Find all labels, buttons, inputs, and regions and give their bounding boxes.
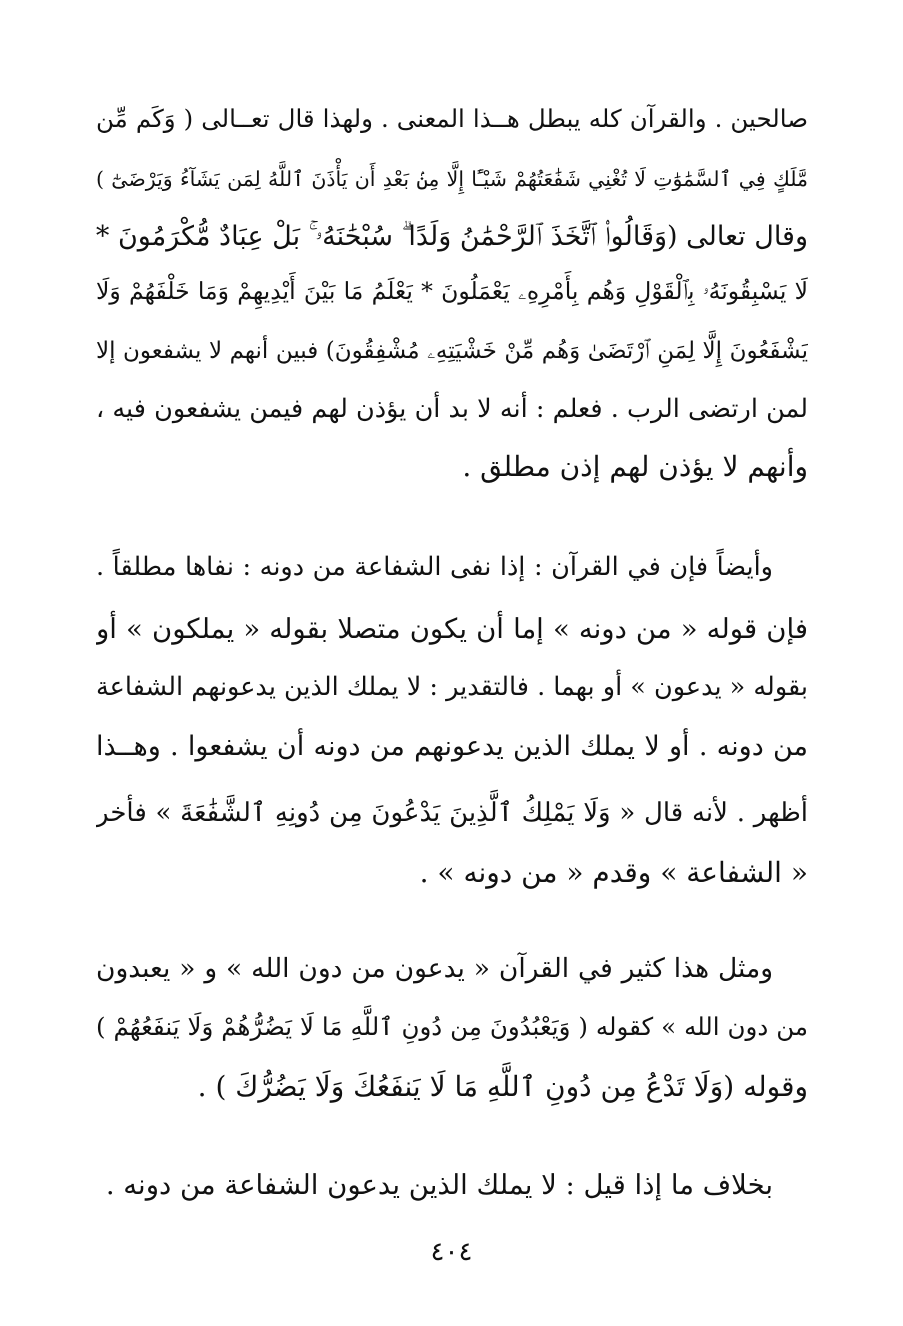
text-line-17: بخلاف ما إذا قيل : لا يملك الذين يدعون الشفاعة من دونه . [105, 1169, 773, 1201]
text-line-11: من دونه . أو لا يملك الذين يدعونهم من دونه أن يشفعوا . وهــذا [96, 731, 808, 762]
page-number: ٤٠٤ [430, 1237, 473, 1267]
text-line-1: صالحين . والقرآن كله يبطل هــذا المعنى . ولهذا قال تعــالى ( وَكَم مِّن [96, 104, 808, 133]
text-line-7: وأنهم لا يؤذن لهم إذن مطلق . [462, 450, 808, 483]
text-line-2: مَّلَكٍ فِي ٱلسَّمَٰوَٰتِ لَا تُغْنِي شَفَٰعَتُهُمْ شَيْـًٔا إِلَّا مِنۢ بَعْدِ أَن يَأْذَنَ ٱللَّهُ لِمَن يَشَآءُ وَيَرْضَىٰٓ ) [96, 167, 808, 191]
text-line-5: يَشْفَعُونَ إِلَّا لِمَنِ ٱرْتَضَىٰ وَهُم مِّنْ خَشْيَتِهِۦ مُشْفِقُونَ) فبين أنهم لا يشفعون إلا [96, 338, 808, 364]
text-line-8: وأيضاً فإن في القرآن : إذا نفى الشفاعة من دونه : نفاها مطلقاً . [96, 552, 773, 582]
text-line-9: فإن قوله « من دونه » إما أن يكون متصلا بقوله « يملكون » أو [96, 613, 808, 645]
text-line-10: بقوله « يدعون » أو بهما . فالتقدير : لا يملك الذين يدعونهم الشفاعة [96, 672, 808, 702]
text-line-16: وقوله (وَلَا تَدْعُ مِن دُونِ ٱللَّهِ مَا لَا يَنفَعُكَ وَلَا يَضُرُّكَ ) . [197, 1070, 808, 1103]
text-line-4: لَا يَسْبِقُونَهُۥ بِٱلْقَوْلِ وَهُم بِأَمْرِهِۦ يَعْمَلُونَ * يَعْلَمُ مَا بَيْنَ أَيْدِيهِمْ وَمَا خَلْفَهُمْ وَلَا [96, 277, 808, 305]
text-line-6: لمن ارتضى الرب . فعلم : أنه لا بد أن يؤذن لهم فيمن يشفعون فيه ، [96, 394, 808, 424]
text-line-15: من دون الله » كقوله ( وَيَعْبُدُونَ مِن دُونِ ٱللَّهِ مَا لَا يَضُرُّهُمْ وَلَا يَنفَعُهُمْ ) [96, 1012, 808, 1041]
text-line-3: وقال تعالى (وَقَالُوا۟ ٱتَّخَذَ ٱلرَّحْمَٰنُ وَلَدًا ۗ سُبْحَٰنَهُۥ ۚ بَلْ عِبَادٌ مُّكْرَمُونَ * [96, 221, 808, 252]
text-line-13: « الشفاعة » وقدم « من دونه » . [419, 856, 808, 889]
text-line-12: أظهر . لأنه قال « وَلَا يَمْلِكُ ٱلَّذِينَ يَدْعُونَ مِن دُونِهِ ٱلشَّفَٰعَةَ » فأخر [96, 798, 808, 828]
text-line-14: ومثل هذا كثير في القرآن « يدعون من دون الله » و « يعبدون [96, 953, 773, 984]
